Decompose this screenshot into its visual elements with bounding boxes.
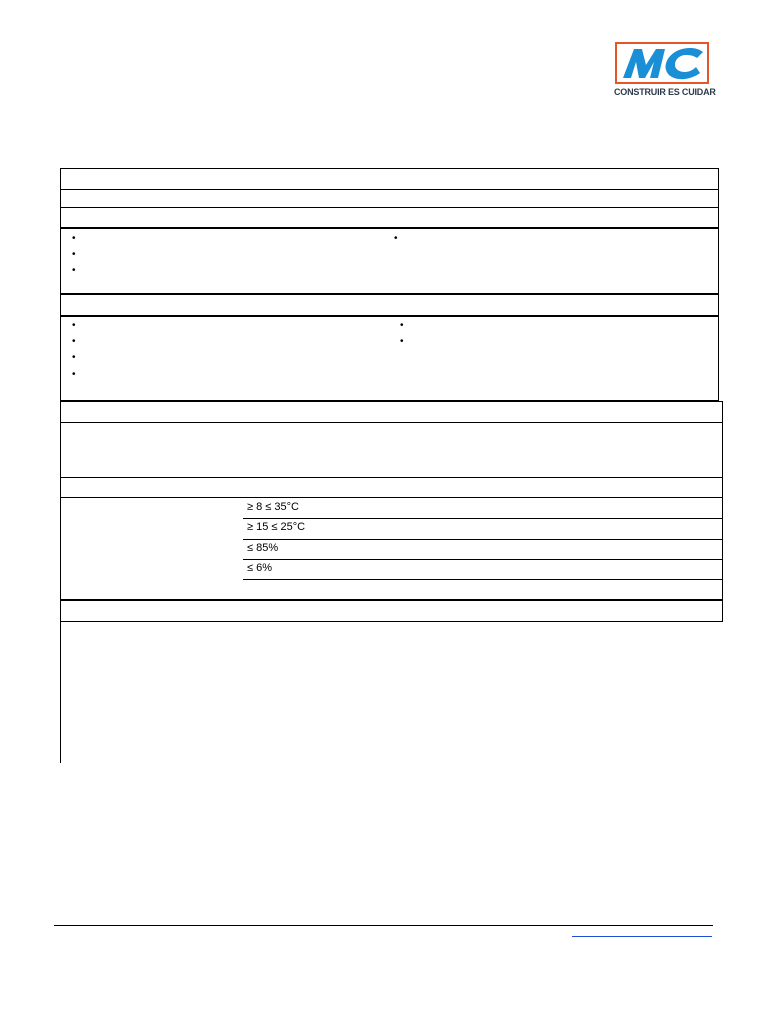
application-text-box xyxy=(60,422,723,600)
applications-list-box xyxy=(60,228,719,294)
condition-row-line-4 xyxy=(243,579,723,580)
header-subtitle-box xyxy=(60,189,719,208)
condition-value-4: ≤ 6% xyxy=(247,562,272,574)
condition-row-line-3 xyxy=(243,559,723,560)
applications-bullet-1: • xyxy=(72,233,76,244)
footer-rule xyxy=(54,925,713,926)
condition-row-line-2 xyxy=(243,539,723,540)
mc-logo-icon xyxy=(617,44,707,82)
section-header-application xyxy=(60,401,723,423)
properties-bullet-1: • xyxy=(72,320,76,331)
properties-bullet-2: • xyxy=(72,336,76,347)
applications-bullet-4: • xyxy=(394,233,398,244)
properties-bullet-3: • xyxy=(72,352,76,363)
condition-row-line-1 xyxy=(243,518,723,519)
section-header-lower xyxy=(60,600,723,622)
properties-bullet-4: • xyxy=(72,369,76,380)
condition-value-1: ≥ 8 ≤ 35°C xyxy=(247,501,299,513)
section-header-properties xyxy=(60,294,719,316)
application-divider-2 xyxy=(60,497,723,498)
lower-section-left-border xyxy=(60,621,61,763)
brand-tagline: CONSTRUIR ES CUIDAR xyxy=(614,87,716,97)
applications-bullet-3: • xyxy=(72,265,76,276)
section-header-applications xyxy=(60,207,719,228)
condition-value-2: ≥ 15 ≤ 25°C xyxy=(247,521,306,533)
footer-website-link[interactable] xyxy=(572,936,712,937)
properties-bullet-5: • xyxy=(400,320,404,331)
brand-logo xyxy=(615,42,709,84)
condition-value-3: ≤ 85% xyxy=(247,542,279,554)
header-title-box xyxy=(60,168,719,190)
application-divider-1 xyxy=(60,477,723,478)
properties-bullet-6: • xyxy=(400,336,404,347)
applications-bullet-2: • xyxy=(72,249,76,260)
properties-list-box xyxy=(60,316,719,401)
